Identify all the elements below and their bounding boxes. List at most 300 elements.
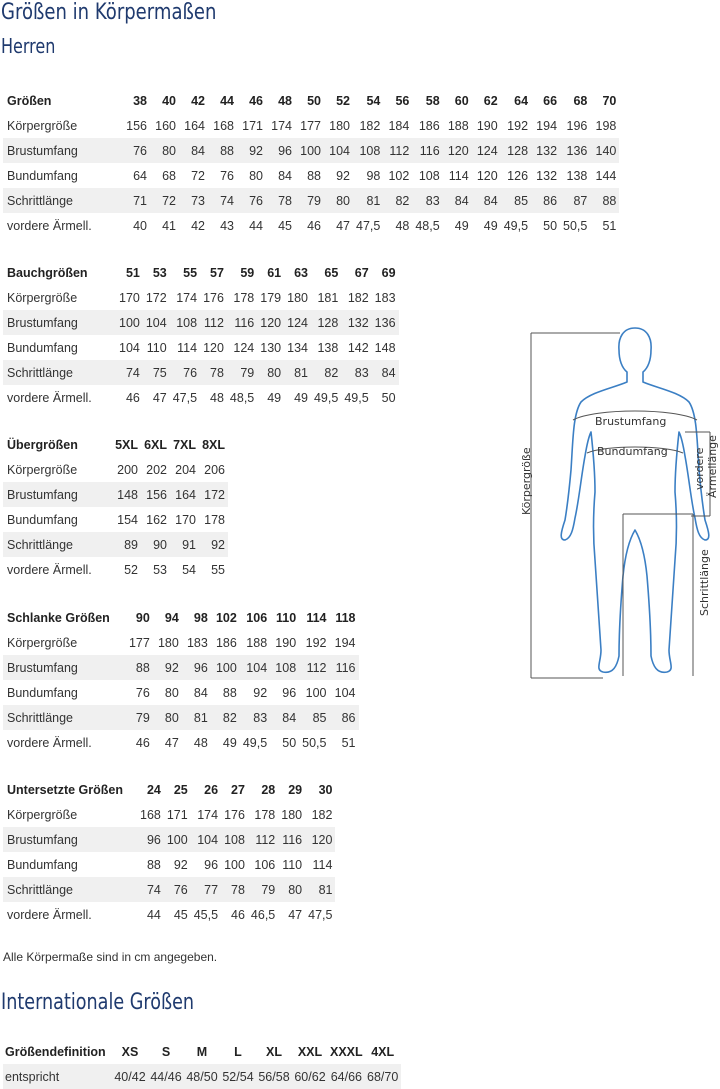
table-cell: 88 xyxy=(222,685,237,700)
table-cell: 204 xyxy=(175,462,196,477)
table-cell: 202 xyxy=(146,462,167,477)
table-cell: 124 xyxy=(472,138,501,163)
size-table-schlank xyxy=(3,605,359,755)
table-cell: 41 xyxy=(162,218,176,233)
table-cell: 190 xyxy=(476,118,498,133)
table-cell: 75 xyxy=(143,360,170,385)
table-cell: 198 xyxy=(595,118,617,133)
table-cell: 48 xyxy=(395,218,410,233)
size-header-cell: 50 xyxy=(307,93,321,108)
table-cell: 79 xyxy=(295,188,324,213)
table-cell: 168 xyxy=(140,807,161,822)
table-cell: 82 xyxy=(311,360,341,385)
table-cell: 112 xyxy=(200,310,227,335)
table-cell: 124 xyxy=(284,310,311,335)
table-cell: 47,5 xyxy=(356,218,381,233)
size-header-cell: 4XL xyxy=(371,1044,395,1059)
table-header-row xyxy=(3,88,619,113)
table-cell: 88 xyxy=(146,857,161,872)
table-cell: 126 xyxy=(507,168,529,183)
table-cell: 108 xyxy=(221,827,248,852)
table-cell: 76 xyxy=(135,685,150,700)
size-header-cell: 58 xyxy=(425,93,440,108)
table-cell: 64/66 xyxy=(328,1064,365,1089)
table-cell: 92 xyxy=(199,532,228,557)
table-cell: 84 xyxy=(270,705,299,730)
table-cell: 44 xyxy=(249,218,263,233)
table-cell: 80 xyxy=(249,168,263,183)
table-row xyxy=(3,213,619,238)
table-cell: 47 xyxy=(288,907,303,922)
table-cell: 74 xyxy=(116,360,143,385)
table-cell: 49,5 xyxy=(313,390,339,405)
size-header-cell: 7XL xyxy=(173,437,196,452)
table-cell: 84 xyxy=(278,168,292,183)
size-table-untersetzt xyxy=(3,777,335,927)
row-label: Brustumfang xyxy=(3,655,124,680)
table-cell: 89 xyxy=(112,532,141,557)
table-cell: 112 xyxy=(383,138,412,163)
table-cell: 190 xyxy=(275,635,297,650)
row-label: entspricht xyxy=(3,1064,112,1089)
size-header-cell: XXXL xyxy=(330,1044,363,1059)
table-row xyxy=(3,730,359,755)
table-cell: 162 xyxy=(146,512,167,527)
size-header-cell: XL xyxy=(266,1044,282,1059)
size-header-cell: 67 xyxy=(354,265,369,280)
table-cell: 178 xyxy=(254,807,276,822)
table-cell: 182 xyxy=(347,290,369,305)
table-cell: 112 xyxy=(299,655,329,680)
table-cell: 76 xyxy=(170,360,200,385)
size-header-cell: 29 xyxy=(288,782,303,797)
table-cell: 183 xyxy=(186,635,208,650)
table-cell: 45 xyxy=(278,218,292,233)
table-cell: 132 xyxy=(531,138,560,163)
size-header-cell: 53 xyxy=(152,265,167,280)
table-cell: 87 xyxy=(560,188,590,213)
table-cell: 90 xyxy=(141,532,170,557)
table-cell: 104 xyxy=(191,827,221,852)
row-label: vordere Ärmell. xyxy=(7,735,92,750)
size-header-cell: 64 xyxy=(514,93,529,108)
table-cell: 84 xyxy=(179,138,208,163)
table-cell: 177 xyxy=(128,635,150,650)
table-header-label: Bauchgrößen xyxy=(7,265,88,280)
table-cell: 45,5 xyxy=(193,907,219,922)
table-cell: 73 xyxy=(179,188,208,213)
size-header-cell: 42 xyxy=(191,93,205,108)
label-brustumfang: Brustumfang xyxy=(595,415,667,428)
table-cell: 148 xyxy=(112,482,141,507)
table-cell: 110 xyxy=(282,857,303,872)
label-aermellaenge-2: Ärmellänge xyxy=(706,435,719,498)
table-row xyxy=(3,113,619,138)
row-label: vordere Ärmell. xyxy=(7,562,92,577)
table-row xyxy=(3,802,335,827)
table-cell: 76 xyxy=(164,877,191,902)
size-header-cell: 70 xyxy=(602,93,617,108)
size-header-cell: 94 xyxy=(164,610,179,625)
label-schrittlaenge: Schrittlänge xyxy=(698,549,711,616)
row-label: vordere Ärmell. xyxy=(7,907,92,922)
table-cell: 81 xyxy=(353,188,383,213)
row-label: Brustumfang xyxy=(3,310,116,335)
table-row xyxy=(3,360,399,385)
table-cell: 72 xyxy=(150,188,179,213)
size-header-cell: 54 xyxy=(366,93,381,108)
table-header-label: Schlanke Größen xyxy=(7,610,110,625)
label-bundumfang: Bundumfang xyxy=(597,445,668,458)
table-cell: 172 xyxy=(145,290,167,305)
size-header-cell: 8XL xyxy=(202,437,225,452)
table-cell: 114 xyxy=(448,168,469,183)
table-cell: 86 xyxy=(531,188,560,213)
table-cell: 120 xyxy=(257,310,284,335)
table-cell: 172 xyxy=(199,482,228,507)
size-header-cell: 30 xyxy=(318,782,333,797)
row-label: Körpergröße xyxy=(7,290,78,305)
table-cell: 52/54 xyxy=(220,1064,256,1089)
table-cell: 186 xyxy=(215,635,237,650)
table-cell: 120 xyxy=(476,168,498,183)
table-cell: 82 xyxy=(383,188,412,213)
table-cell: 206 xyxy=(204,462,225,477)
table-cell: 49 xyxy=(267,390,282,405)
table-cell: 114 xyxy=(177,340,198,355)
table-cell: 138 xyxy=(317,340,339,355)
table-cell: 46 xyxy=(231,907,245,922)
size-header-cell: 48 xyxy=(278,93,292,108)
table-header-label: Untersetzte Größen xyxy=(7,782,123,797)
size-header-cell: 6XL xyxy=(144,437,167,452)
table-cell: 80 xyxy=(164,685,179,700)
table-cell: 88 xyxy=(307,168,321,183)
table-cell: 46 xyxy=(307,218,321,233)
table-cell: 42 xyxy=(191,218,205,233)
table-cell: 132 xyxy=(536,168,558,183)
table-cell: 76 xyxy=(220,168,234,183)
table-cell: 100 xyxy=(295,138,324,163)
size-header-cell: XS xyxy=(121,1044,139,1059)
size-header-cell: 27 xyxy=(231,782,245,797)
table-cell: 79 xyxy=(124,705,153,730)
table-cell: 104 xyxy=(240,655,270,680)
table-cell: 74 xyxy=(208,188,237,213)
size-header-cell: 106 xyxy=(246,610,268,625)
size-header-cell: 59 xyxy=(240,265,255,280)
table-cell: 177 xyxy=(300,118,321,133)
table-row xyxy=(3,457,228,482)
table-cell: 88 xyxy=(590,188,619,213)
row-label: Schrittlänge xyxy=(3,705,124,730)
size-header-cell: L xyxy=(234,1044,242,1059)
table-row xyxy=(3,482,228,507)
table-cell: 110 xyxy=(146,340,167,355)
table-cell: 200 xyxy=(117,462,138,477)
size-header-cell: 63 xyxy=(294,265,308,280)
table-cell: 84 xyxy=(193,685,208,700)
row-label: Bundumfang xyxy=(7,685,78,700)
table-cell: 50 xyxy=(282,735,297,750)
table-cell: 81 xyxy=(305,877,335,902)
size-header-cell: 69 xyxy=(381,265,396,280)
table-cell: 47 xyxy=(152,390,167,405)
table-cell: 194 xyxy=(334,635,356,650)
table-cell: 106 xyxy=(254,857,276,872)
table-cell: 46,5 xyxy=(250,907,276,922)
size-header-cell: 38 xyxy=(133,93,147,108)
table-cell: 50 xyxy=(381,390,396,405)
page-title: Größen in Körpermaßen xyxy=(1,0,217,25)
table-cell: 47 xyxy=(164,735,179,750)
table-row xyxy=(3,532,228,557)
body-measurement-figure xyxy=(495,320,720,685)
row-label: Schrittlänge xyxy=(3,532,112,557)
table-cell: 83 xyxy=(341,360,371,385)
table-cell: 85 xyxy=(501,188,531,213)
size-header-cell: 40 xyxy=(162,93,176,108)
table-header-row xyxy=(3,777,335,802)
table-cell: 112 xyxy=(248,827,278,852)
table-cell: 78 xyxy=(200,360,227,385)
table-row xyxy=(3,705,359,730)
table-cell: 43 xyxy=(220,218,234,233)
table-cell: 184 xyxy=(388,118,410,133)
size-header-cell: 26 xyxy=(204,782,219,797)
label-aermellaenge-1: vordere xyxy=(693,447,706,490)
table-cell: 44 xyxy=(146,907,161,922)
table-cell: 49 xyxy=(454,218,469,233)
size-header-cell: 25 xyxy=(173,782,188,797)
table-cell: 68/70 xyxy=(365,1064,401,1089)
table-cell: 71 xyxy=(121,188,150,213)
size-header-cell: 51 xyxy=(125,265,140,280)
table-cell: 49 xyxy=(294,390,308,405)
size-table-ueber xyxy=(3,432,228,582)
table-cell: 85 xyxy=(299,705,329,730)
table-cell: 116 xyxy=(227,310,257,335)
row-label: Brustumfang xyxy=(3,827,137,852)
table-cell: 49 xyxy=(483,218,498,233)
row-label: Brustumfang xyxy=(3,482,112,507)
table-cell: 55 xyxy=(211,562,225,577)
table-cell: 80 xyxy=(153,705,182,730)
table-cell: 81 xyxy=(284,360,311,385)
table-cell: 51 xyxy=(341,735,356,750)
table-cell: 46 xyxy=(135,735,150,750)
table-cell: 148 xyxy=(374,340,396,355)
table-cell: 180 xyxy=(329,118,350,133)
body-outline-icon xyxy=(561,328,709,672)
table-cell: 84 xyxy=(472,188,501,213)
size-header-cell: 68 xyxy=(573,93,588,108)
size-table-bauch xyxy=(3,260,399,410)
table-cell: 80 xyxy=(324,188,353,213)
table-cell: 56/58 xyxy=(256,1064,292,1089)
table-cell: 92 xyxy=(237,138,266,163)
row-label: Bundumfang xyxy=(7,857,78,872)
table-cell: 84 xyxy=(443,188,472,213)
table-cell: 96 xyxy=(282,685,297,700)
size-table-international xyxy=(3,1039,401,1089)
table-cell: 144 xyxy=(595,168,617,183)
table-cell: 76 xyxy=(121,138,150,163)
table-cell: 79 xyxy=(227,360,257,385)
size-header-cell: 28 xyxy=(261,782,276,797)
row-label: vordere Ärmell. xyxy=(7,390,92,405)
table-cell: 171 xyxy=(166,807,188,822)
table-header-row xyxy=(3,605,359,630)
size-header-cell: 46 xyxy=(249,93,263,108)
table-cell: 96 xyxy=(204,857,219,872)
table-cell: 142 xyxy=(347,340,369,355)
table-row xyxy=(3,138,619,163)
table-cell: 128 xyxy=(311,310,341,335)
table-cell: 188 xyxy=(447,118,469,133)
table-row xyxy=(3,827,335,852)
table-cell: 120 xyxy=(443,138,472,163)
table-cell: 100 xyxy=(164,827,191,852)
table-cell: 46 xyxy=(125,390,140,405)
row-label: Bundumfang xyxy=(7,512,78,527)
table-header-row xyxy=(3,1039,401,1064)
table-row xyxy=(3,902,335,927)
table-cell: 174 xyxy=(271,118,292,133)
table-cell: 79 xyxy=(248,877,278,902)
size-header-cell: 65 xyxy=(324,265,339,280)
table-cell: 80 xyxy=(257,360,284,385)
row-label: Schrittlänge xyxy=(3,877,137,902)
size-header-cell: 66 xyxy=(543,93,558,108)
table-cell: 76 xyxy=(237,188,266,213)
table-row xyxy=(3,680,359,705)
table-row xyxy=(3,655,359,680)
table-cell: 52 xyxy=(124,562,138,577)
table-cell: 160 xyxy=(155,118,176,133)
table-cell: 136 xyxy=(372,310,399,335)
table-cell: 48 xyxy=(210,390,224,405)
table-cell: 50,5 xyxy=(563,218,588,233)
label-koerpergroesse: Körpergröße xyxy=(520,447,533,515)
row-label: Körpergröße xyxy=(7,118,78,133)
footnote: Alle Körpermaße sind in cm angegeben. xyxy=(3,950,218,964)
table-cell: 178 xyxy=(204,512,225,527)
table-cell: 192 xyxy=(305,635,327,650)
table-cell: 179 xyxy=(260,290,282,305)
table-cell: 128 xyxy=(501,138,531,163)
table-cell: 45 xyxy=(173,907,188,922)
table-row xyxy=(3,188,619,213)
table-cell: 77 xyxy=(191,877,221,902)
size-table-standard xyxy=(3,88,619,238)
table-cell: 156 xyxy=(141,482,170,507)
row-label: Bundumfang xyxy=(7,168,78,183)
table-cell: 138 xyxy=(566,168,588,183)
table-cell: 40 xyxy=(133,218,147,233)
table-cell: 104 xyxy=(324,138,353,163)
size-header-cell: 60 xyxy=(454,93,469,108)
table-cell: 120 xyxy=(305,827,335,852)
table-cell: 83 xyxy=(412,188,442,213)
table-cell: 47 xyxy=(336,218,350,233)
table-cell: 183 xyxy=(374,290,396,305)
table-header-row xyxy=(3,432,228,457)
table-cell: 48 xyxy=(193,735,208,750)
table-cell: 47,5 xyxy=(172,390,198,405)
size-header-cell: 102 xyxy=(215,610,237,625)
table-cell: 108 xyxy=(270,655,299,680)
table-cell: 108 xyxy=(353,138,383,163)
table-cell: 49,5 xyxy=(503,218,529,233)
table-cell: 171 xyxy=(242,118,263,133)
table-cell: 116 xyxy=(278,827,305,852)
table-cell: 180 xyxy=(281,807,303,822)
size-header-cell: 52 xyxy=(336,93,350,108)
row-label: Körpergröße xyxy=(7,807,78,822)
table-cell: 181 xyxy=(317,290,339,305)
row-label: Körpergröße xyxy=(7,462,78,477)
table-cell: 170 xyxy=(119,290,140,305)
table-cell: 54 xyxy=(182,562,196,577)
table-cell: 92 xyxy=(253,685,268,700)
table-cell: 91 xyxy=(170,532,199,557)
table-cell: 53 xyxy=(153,562,167,577)
size-header-cell: 90 xyxy=(135,610,150,625)
table-cell: 102 xyxy=(388,168,410,183)
table-cell: 82 xyxy=(211,705,240,730)
table-cell: 50,5 xyxy=(302,735,327,750)
table-cell: 168 xyxy=(213,118,234,133)
table-cell: 50 xyxy=(543,218,558,233)
table-cell: 136 xyxy=(560,138,590,163)
row-label: Brustumfang xyxy=(3,138,121,163)
table-header-label: Übergrößen xyxy=(7,437,78,452)
table-cell: 124 xyxy=(233,340,255,355)
table-cell: 130 xyxy=(260,340,282,355)
table-cell: 78 xyxy=(221,877,248,902)
table-row xyxy=(3,852,335,877)
table-cell: 100 xyxy=(305,685,327,700)
table-cell: 49,5 xyxy=(344,390,369,405)
table-cell: 174 xyxy=(197,807,219,822)
table-header-label: Größendefinition xyxy=(5,1044,106,1059)
table-cell: 78 xyxy=(266,188,295,213)
table-cell: 98 xyxy=(366,168,381,183)
table-cell: 104 xyxy=(143,310,170,335)
table-cell: 176 xyxy=(224,807,245,822)
table-cell: 178 xyxy=(233,290,255,305)
table-cell: 120 xyxy=(203,340,224,355)
size-header-cell: 114 xyxy=(306,610,327,625)
table-cell: 40/42 xyxy=(112,1064,148,1089)
table-cell: 44/46 xyxy=(148,1064,184,1089)
size-header-cell: 110 xyxy=(275,610,297,625)
table-cell: 48,5 xyxy=(415,218,440,233)
size-header-cell: S xyxy=(161,1044,171,1059)
table-cell: 81 xyxy=(182,705,211,730)
table-cell: 92 xyxy=(153,655,182,680)
row-label: Bundumfang xyxy=(7,340,78,355)
size-header-cell: 55 xyxy=(183,265,198,280)
row-label: vordere Ärmell. xyxy=(7,218,92,233)
table-cell: 186 xyxy=(418,118,440,133)
table-cell: 192 xyxy=(507,118,529,133)
table-cell: 49 xyxy=(222,735,237,750)
table-header-row xyxy=(3,260,399,285)
table-cell: 96 xyxy=(266,138,295,163)
size-header-cell: 98 xyxy=(193,610,208,625)
